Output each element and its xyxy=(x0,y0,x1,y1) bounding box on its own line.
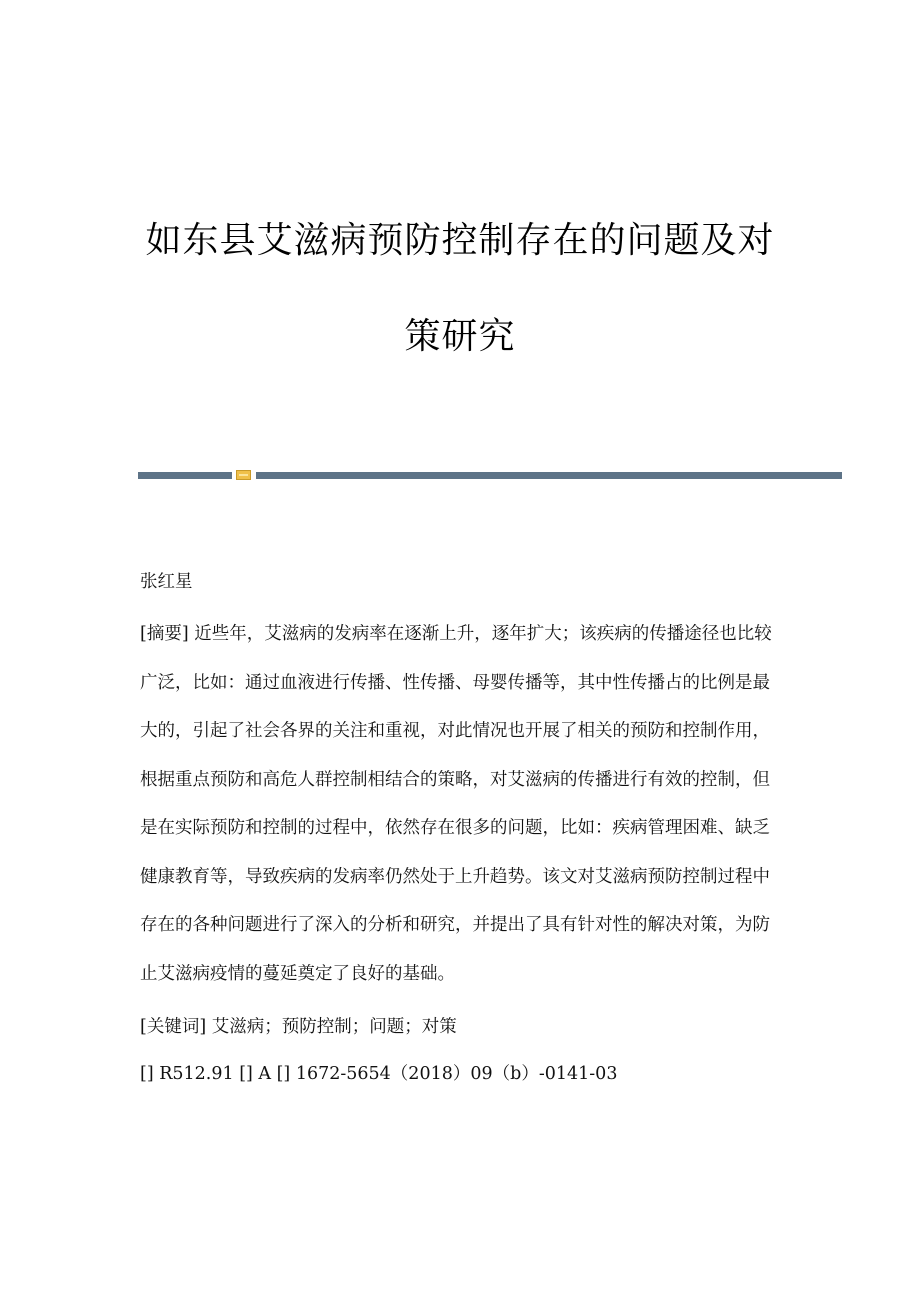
classification-codes: [] R512.91 [] A [] 1672-5654（2018）09（b）-0141-03 xyxy=(140,1064,618,1084)
divider-bar-left xyxy=(138,472,232,479)
document-title-line-1: 如东县艾滋病预防控制存在的问题及对 xyxy=(145,220,775,261)
title-divider xyxy=(138,468,842,482)
document-title-line-2: 策研究 xyxy=(404,316,516,357)
author-name: 张红星 xyxy=(140,572,193,592)
abstract-paragraph: [摘要] 近些年，艾滋病的发病率在逐渐上升，逐年扩大；该疾病的传播途径也比较广泛，比如：通过血液进行传播、性传播、母婴传播等，其中性传播占的比例是最大的，引起了社会各界的关注和重视，对此情况也开展了相关的预防和控制作用，根据重点预防和高危人群控制相结合的策略，对艾滋病的传播进行有效的控制，但是在实际预防和控制的过程中，依然存在很多的问题，比如：疾病管理困难、缺乏健康教育等，导致疾病的发病率仍然处于上升趋势。该文对艾滋病预防控制过程中存在的各种问题进行了深入的分析和研究，并提出了具有针对性的解决对策，为防止艾滋病疫情的蔓延奠定了良好的基础。 xyxy=(140,624,772,984)
divider-bar-right xyxy=(256,472,842,479)
keywords-line: [关键词] 艾滋病；预防控制；问题；对策 xyxy=(140,1017,457,1037)
divider-ornament-icon xyxy=(236,470,251,480)
